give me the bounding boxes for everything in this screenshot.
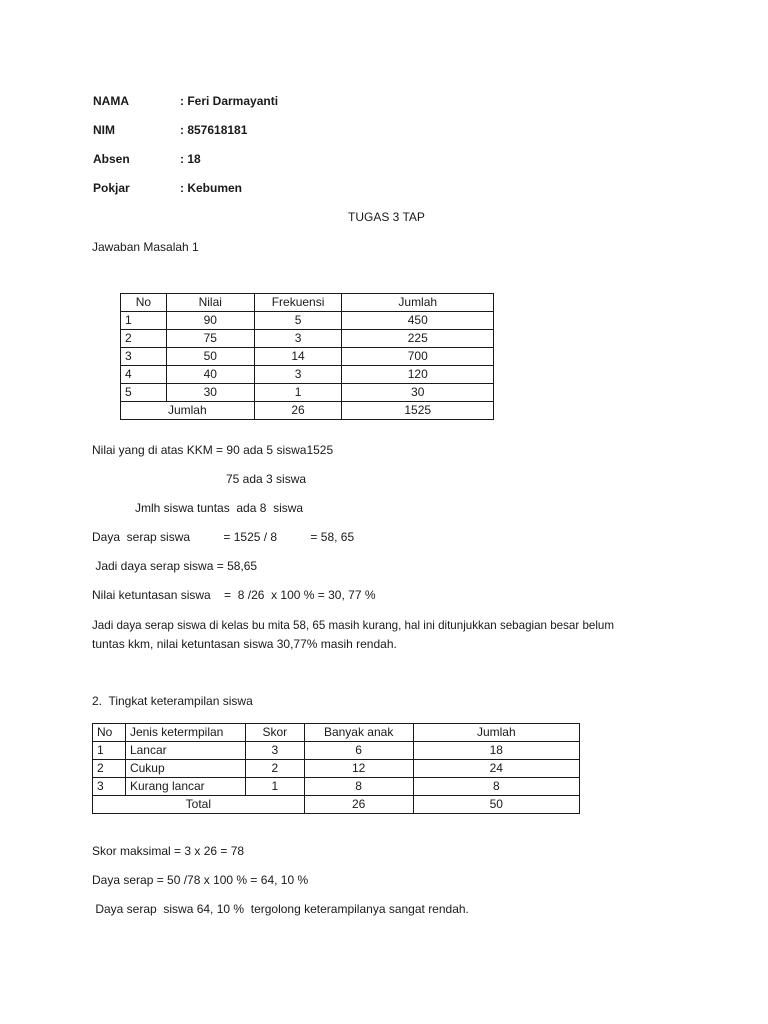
table-cell: 3 — [254, 330, 342, 348]
analysis-line: Jmlh siswa tuntas ada 8 siswa — [135, 501, 304, 515]
table-cell: 5 — [254, 312, 342, 330]
total-sum: 50 — [413, 796, 579, 814]
table-cell: 75 — [166, 330, 254, 348]
table-cell: 2 — [93, 760, 126, 778]
nim-label: NIM — [93, 123, 115, 137]
result-line: Daya serap siswa 64, 10 % tergolong keterampilanya sangat rendah. — [92, 902, 469, 916]
table-cell: 6 — [304, 742, 413, 760]
table-cell: 12 — [304, 760, 413, 778]
name-label: NAMA — [93, 94, 129, 108]
header-cell: Jumlah — [413, 724, 579, 742]
analysis-line: Jadi daya serap siswa = 58,65 — [92, 559, 258, 573]
header-cell: Jumlah — [342, 294, 494, 312]
analysis-line: Daya serap siswa = 1525 / 8 = 58, 65 — [92, 530, 355, 544]
table-row — [121, 366, 494, 384]
table-cell: 8 — [413, 778, 579, 796]
total-sum: 1525 — [342, 402, 494, 420]
header-cell: Nilai — [166, 294, 254, 312]
table-cell: 8 — [304, 778, 413, 796]
section2-heading: 2. Tingkat keterampilan siswa — [92, 694, 253, 708]
skill-table — [92, 723, 580, 814]
pokjar-label: Pokjar — [93, 181, 130, 195]
table-header-row — [121, 294, 494, 312]
conclusion-line: Jadi daya serap siswa di kelas bu mita 58, 65 masih kurang, hal ini ditunjukkan sebagian besar belum — [92, 619, 615, 632]
table-cell: 90 — [166, 312, 254, 330]
table-cell: 5 — [121, 384, 167, 402]
header-cell: No — [93, 724, 126, 742]
total-count: 26 — [304, 796, 413, 814]
table-row — [121, 330, 494, 348]
table-cell: 3 — [93, 778, 126, 796]
table-cell: 3 — [121, 348, 167, 366]
table-cell: 1 — [121, 312, 167, 330]
table-cell: 3 — [254, 366, 342, 384]
analysis-line: Nilai ketuntasan siswa = 8 /26 x 100 % = 30, 77 % — [92, 588, 376, 602]
table-cell: 40 — [166, 366, 254, 384]
table-cell: 14 — [254, 348, 342, 366]
frequency-table — [120, 293, 494, 420]
table-total-row — [121, 402, 494, 420]
nim-value: : 857618181 — [180, 123, 248, 137]
conclusion-line: tuntas kkm, nilai ketuntasan siswa 30,77% masih rendah. — [92, 637, 397, 651]
result-line: Skor maksimal = 3 x 26 = 78 — [92, 844, 245, 858]
absen-label: Absen — [93, 152, 130, 166]
table-cell: Lancar — [125, 742, 245, 760]
table-cell: 24 — [413, 760, 579, 778]
table-cell: 30 — [166, 384, 254, 402]
table-cell: Cukup — [125, 760, 245, 778]
table-cell: 1 — [93, 742, 126, 760]
table-cell: 1 — [245, 778, 304, 796]
table-cell: 225 — [342, 330, 494, 348]
table-cell: 450 — [342, 312, 494, 330]
table-cell: 2 — [245, 760, 304, 778]
table-cell: 4 — [121, 366, 167, 384]
table-row — [121, 384, 494, 402]
table-row — [93, 778, 580, 796]
table-cell: 18 — [413, 742, 579, 760]
document-title: TUGAS 3 TAP — [348, 210, 425, 224]
header-cell: Banyak anak — [304, 724, 413, 742]
table-cell: 30 — [342, 384, 494, 402]
table-row — [121, 348, 494, 366]
analysis-line: 75 ada 3 siswa — [226, 472, 307, 486]
section1-heading: Jawaban Masalah 1 — [92, 240, 199, 254]
result-line: Daya serap = 50 /78 x 100 % = 64, 10 % — [92, 873, 309, 887]
header-cell: No — [121, 294, 167, 312]
table-header-row — [93, 724, 580, 742]
table-cell: 1 — [254, 384, 342, 402]
table-cell: 120 — [342, 366, 494, 384]
table-total-row — [93, 796, 580, 814]
table-cell: 2 — [121, 330, 167, 348]
table-cell: 700 — [342, 348, 494, 366]
total-frequency: 26 — [254, 402, 342, 420]
name-value: : Feri Darmayanti — [180, 94, 279, 108]
table-cell: 50 — [166, 348, 254, 366]
table-row — [121, 312, 494, 330]
table-cell: 3 — [245, 742, 304, 760]
absen-value: : 18 — [180, 152, 201, 166]
header-cell: Jenis ketermpilan — [125, 724, 245, 742]
table-row — [93, 760, 580, 778]
analysis-line: Nilai yang di atas KKM = 90 ada 5 siswa1525 — [92, 443, 334, 457]
header-cell: Skor — [245, 724, 304, 742]
total-label: Jumlah — [121, 402, 255, 420]
table-row — [93, 742, 580, 760]
total-label: Total — [93, 796, 305, 814]
pokjar-value: : Kebumen — [180, 181, 243, 195]
table-cell: Kurang lancar — [125, 778, 245, 796]
header-cell: Frekuensi — [254, 294, 342, 312]
